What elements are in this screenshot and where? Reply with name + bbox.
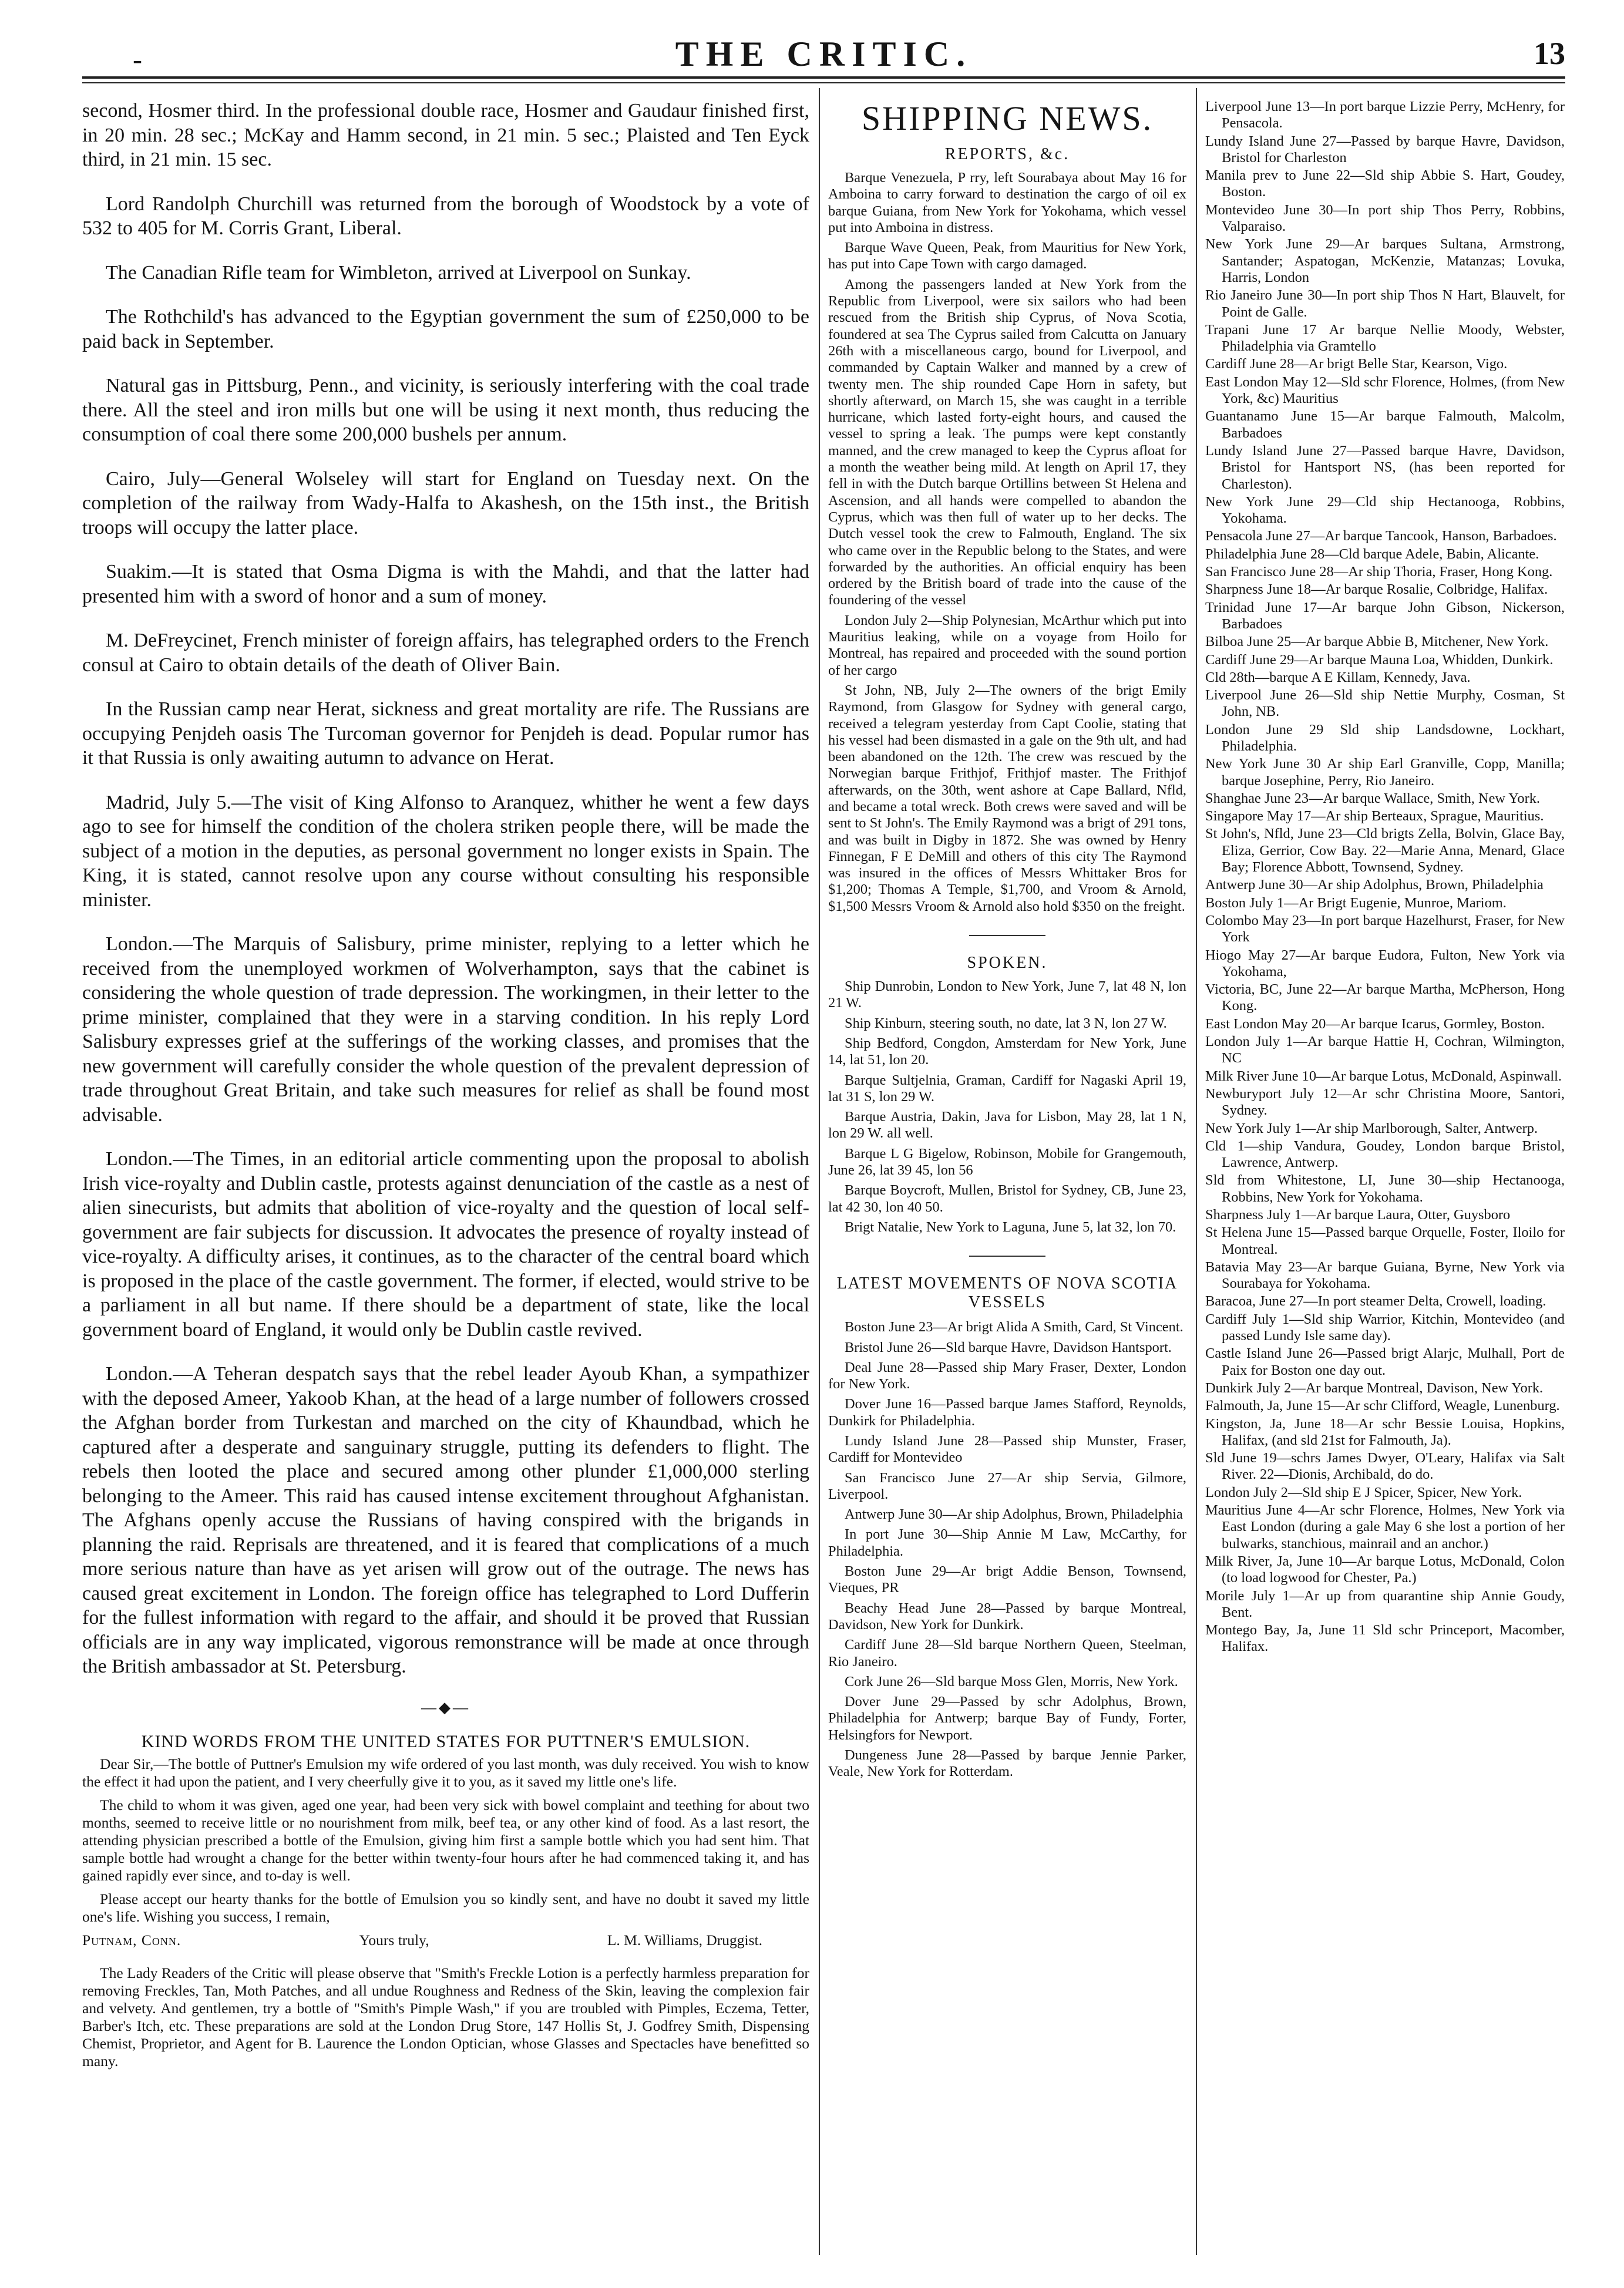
- section-rule: [969, 935, 1045, 936]
- movement-item: Batavia May 23—Ar barque Guiana, Byrne, New York via Sourabaya for Yokohama.: [1205, 1259, 1565, 1292]
- movement-item: Liverpool June 13—In port barque Lizzie Perry, McHenry, for Pensacola.: [1205, 99, 1565, 132]
- movement-item: Dungeness June 28—Passed by barque Jennie Parker, Veale, New York for Rotterdam.: [828, 1747, 1186, 1780]
- movement-item: Dover June 29—Passed by schr Adolphus, Brown, Philadelphia for Antwerp; barque Bay of Fundy, Forter, Helsingfors for Newport.: [828, 1694, 1186, 1743]
- movement-item: Boston July 1—Ar Brigt Eugenie, Munroe, Mariom.: [1205, 894, 1507, 911]
- movement-item: Milk River, Ja, June 10—Ar barque Lotus, McDonald, Colon (to load logwood for Chester, Pa.): [1205, 1553, 1565, 1586]
- page-number: 13: [1534, 36, 1565, 71]
- movement-item: London July 1—Ar barque Hattie H, Cochran, Wilmington, NC: [1205, 1034, 1565, 1066]
- advertisement-heading: KIND WORDS FROM THE UNITED STATES FOR PUTTNER'S EMULSION.: [141, 1731, 751, 1751]
- movement-item: Morile July 1—Ar up from quarantine ship Annie Goudy, Bent.: [1205, 1587, 1565, 1620]
- movement-item: London July 2—Sld ship E J Spicer, Spicer, New York.: [1205, 1484, 1522, 1500]
- reports-heading: REPORTS, &c.: [944, 145, 1070, 163]
- movement-item: Lundy Island June 28—Passed ship Munster, Fraser, Cardiff for Montevideo: [828, 1433, 1186, 1466]
- movement-item: Sld from Whitestone, LI, June 30—ship Hectanooga, Robbins, New York for Yokohama.: [1205, 1172, 1565, 1205]
- movement-item: Guantanamo June 15—Ar barque Falmouth, Malcolm, Barbadoes: [1205, 408, 1565, 441]
- shipping-column: [828, 99, 1186, 2248]
- movement-item: Shanghae June 23—Ar barque Wallace, Smith, New York.: [1205, 790, 1540, 806]
- movement-item: Cardiff June 29—Ar barque Mauna Loa, Whidden, Dunkirk.: [1205, 651, 1554, 668]
- signature-close: Yours truly,: [359, 1931, 429, 1949]
- report-item: Barque Venezuela, P rry, left Sourabaya about May 16 for Amboina to carry forward to destination the cargo of oil ex barque Guiana, from New York for Yokohama, which vessel put into Amboina in distress.: [828, 170, 1186, 235]
- movement-item: Montego Bay, Ja, June 11 Sld schr Princeport, Macomber, Halifax.: [1205, 1622, 1565, 1655]
- movement-item: Cardiff June 28—Sld barque Northern Queen, Steelman, Rio Janeiro.: [828, 1637, 1186, 1670]
- movement-item: Pensacola June 27—Ar barque Tancook, Hanson, Barbadoes.: [1205, 528, 1557, 544]
- news-paragraph: The Rothchild's has advanced to the Egyptian government the sum of £250,000 to be paid back in September.: [82, 306, 809, 352]
- movement-item: Sld June 19—schrs James Dwyer, O'Leary, Halifax via Salt River. 22—Dionis, Archibald, do do.: [1205, 1450, 1565, 1483]
- movement-item: East London May 12—Sld schr Florence, Holmes, (from New York, &c) Mauritius: [1205, 374, 1565, 407]
- movement-item: Boston June 29—Ar brigt Addie Benson, Townsend, Vieques, PR: [828, 1563, 1186, 1596]
- news-paragraph: Lord Randolph Churchill was returned from the borough of Woodstock by a vote of 532 to 405 for M. Corris Grant, Liberal.: [82, 193, 809, 239]
- news-paragraph: The Canadian Rifle team for Wimbleton, arrived at Liverpool on Sunkay.: [106, 261, 691, 284]
- advertisement-paragraph: Dear Sir,—The bottle of Puttner's Emulsion my wife ordered of you last month, was duly received. You wish to know the effect it had upon the patient, and I very cheerfully give it to you, as it saved my little one's life.: [82, 1755, 809, 1790]
- movement-item: Dover June 16—Passed barque James Stafford, Reynolds, Dunkirk for Philadelphia.: [828, 1396, 1186, 1429]
- news-paragraph: London.—The Marquis of Salisbury, prime minister, replying to a letter which he received from the unemployed workmen of Wolverhampton, says that the cabinet is considering the whole question of trade depression. The workingmen, in their letter to the prime minister, complained that they were in a starving condition. In his reply Lord Salisbury expresses grief at the sufferings of the working classes, and promises that the new government will carefully consider the whole question of the prevalent depression of trade throughout Great Britain, and take such measures for relief as shall be found most advisable.: [82, 933, 809, 1126]
- masthead-mark: -: [133, 44, 142, 75]
- movement-item: London June 29 Sld ship Landsdowne, Lockhart, Philadelphia.: [1205, 721, 1565, 754]
- news-paragraph: M. DeFreycinet, French minister of foreign affairs, has telegraphed orders to the French consul at Cairo to obtain details of the death of Oliver Bain.: [82, 630, 809, 676]
- news-paragraph: London.—The Times, in an editorial article commenting upon the proposal to abolish Irish vice-royalty and Dublin castle, protests against denunciation of the castle as a nest of alien sinecurists, but admits that abolition of vice-royalty and the question of local self-government are fair subjects for discussion. It advocates the presence of royalty instead of vice-royalty. A difficulty arises, it continues, as to the character of the central board which is proposed in the place of the castle government. The former, if elected, would strive to be a parliament in all but name. If there should be a department of state, like the local government board of England, it would only be Dublin castle revived.: [82, 1148, 809, 1341]
- section-rule: [969, 1256, 1045, 1257]
- movement-item: New York June 30 Ar ship Earl Granville, Copp, Manilla; barque Josephine, Perry, Rio Janeiro.: [1205, 756, 1565, 789]
- movement-item: Singapore May 17—Ar ship Berteaux, Sprague, Mauritius.: [1205, 808, 1544, 825]
- movement-item: Bristol June 26—Sld barque Havre, Davidson Hantsport.: [845, 1339, 1172, 1355]
- nova-scotia-heading: LATEST MOVEMENTS OF NOVA SCOTIA VESSELS: [836, 1274, 1178, 1312]
- column-divider: [1196, 88, 1197, 2255]
- spoken-item: Barque Sultjelnia, Graman, Cardiff for Nagaski April 19, lat 31 S, lon 29 W.: [828, 1072, 1186, 1105]
- spoken-item: Ship Kinburn, steering south, no date, lat 3 N, lon 27 W.: [845, 1015, 1167, 1031]
- signature-name: L. M. Williams, Druggist.: [607, 1931, 762, 1949]
- spoken-heading: SPOKEN.: [967, 954, 1048, 973]
- news-paragraph: Cairo, July—General Wolseley will start for England on Tuesday next. On the completion of the railway from Wady-Halfa to Akashesh, on the 15th inst., the British troops will occupy the latter place.: [82, 467, 809, 539]
- signature-line: [82, 1932, 809, 1949]
- movement-item: Cld 1—ship Vandura, Goudey, London barque Bristol, Lawrence, Antwerp.: [1205, 1138, 1565, 1171]
- report-item: London July 2—Ship Polynesian, McArthur which put into Mauritius leaking, while on a voyage from Hoilo for Montreal, has repaired and proceeded with the sound portion of her cargo: [828, 612, 1186, 678]
- news-paragraph: In the Russian camp near Herat, sickness and great mortality are rife. The Russians are occupying Penjdeh oasis The Turcoman governor for Penjdeh is dead. Popular rumor has it that Russia is only awaiting autumn to advance on Herat.: [82, 698, 809, 769]
- movement-item: New York June 29—Ar barques Sultana, Armstrong, Santander; Aspatogan, McKenzie, Matanzas; Lovuka, Harris, London: [1205, 236, 1565, 285]
- movement-item: Colombo May 23—In port barque Hazelhurst, Fraser, for New York: [1205, 912, 1565, 946]
- spoken-item: Barque L G Bigelow, Robinson, Mobile for Grangemouth, June 26, lat 39 45, lon 56: [828, 1145, 1186, 1179]
- movement-item: Boston June 23—Ar brigt Alida A Smith, Card, St Vincent.: [845, 1319, 1183, 1335]
- movement-item: Cork June 26—Sld barque Moss Glen, Morris, New York.: [845, 1673, 1178, 1690]
- movement-item: Lundy Island June 27—Passed barque Havre, Davidson, Bristol for Hantsport NS, (has been reported for Charleston).: [1205, 442, 1565, 492]
- movement-item: Castle Island June 26—Passed brigt Alarjc, Mulhall, Port de Paix for Boston one day out.: [1205, 1345, 1565, 1378]
- movement-item: Deal June 28—Passed ship Mary Fraser, Dexter, London for New York.: [828, 1359, 1186, 1392]
- movement-item: Falmouth, Ja, June 15—Ar schr Clifford, Weagle, Lunenburg.: [1205, 1398, 1560, 1414]
- movement-item: Bilboa June 25—Ar barque Abbie B, Mitchener, New York.: [1205, 634, 1549, 650]
- report-item: Barque Wave Queen, Peak, from Mauritius for New York, has put into Cape Town with cargo damaged.: [828, 240, 1186, 272]
- movement-item: Milk River June 10—Ar barque Lotus, McDonald, Aspinwall.: [1205, 1068, 1562, 1084]
- header-rule-thin: [82, 82, 1565, 83]
- spoken-item: Ship Bedford, Congdon, Amsterdam for New York, June 14, lat 51, lon 20.: [828, 1035, 1186, 1068]
- movement-item: Rio Janeiro June 30—In port ship Thos N Hart, Blauvelt, for Point de Galle.: [1205, 287, 1565, 320]
- news-paragraph: Madrid, July 5.—The visit of King Alfonso to Aranquez, whither he went a few days ago to see for himself the condition of the cholera striken people there, will be made the subject of a motion in the deputies, as personal government no longer exists in Spain. The King, it is stated, cannot resolve upon any course without consulting his responsible minister.: [82, 791, 809, 911]
- column-divider: [819, 88, 820, 2255]
- movement-item: Cardiff July 1—Sld ship Warrior, Kitchin, Montevideo (and passed Lundy Isle same day).: [1205, 1311, 1565, 1344]
- spoken-item: Barque Boycroft, Mullen, Bristol for Sydney, CB, June 23, lat 42 30, lon 40 50.: [828, 1182, 1186, 1215]
- movement-item: Philadelphia June 28—Cld barque Adele, Babin, Alicante.: [1205, 546, 1539, 562]
- movement-item: St Helena June 15—Passed barque Orquelle, Foster, Iloilo for Montreal.: [1205, 1224, 1565, 1257]
- section-title: SHIPPING NEWS.: [861, 99, 1154, 137]
- movement-item: Mauritius June 4—Ar schr Florence, Holmes, New York via East London (during a gale May 6 she lost a portion of her bulwarks, stanchious, mainrail and an anchor.): [1205, 1502, 1565, 1552]
- movement-item: Trinidad June 17—Ar barque John Gibson, Nickerson, Barbadoes: [1205, 599, 1565, 632]
- masthead: [82, 31, 1565, 75]
- report-item: Among the passengers landed at New York from the Republic from Liverpool, were six sailors who had been rescued from the British ship Cyprus, of Nova Scotia, foundered at sea The Cyprus sailed from Calcutta on January 26th with a miscellaneous cargo, bound for Liverpool, and commanded by Captain Walker and manned by a crew of twenty men. The ship rounded Cape Horn in safety, but shortly afterward, on March 15, she was caught in a terrible hurricane, which lasted forty-eight hours, and caused the vessel to spring a leak. The pumps were kept constantly manned, and the crew managed to keep the Cyprus afloat for a month the weather being mild. At length on April 17, they fell in with the Dutch barque Ortillins between St Helena and Ascension, and all hands were compelled to abandon the Cyprus, which was then full of water up to her decks. The Dutch vessel took the crew to Falmouth, England. The six who came over in the Republic belong to the States, and were forwarded by the authorities. An official enquiry has been ordered by the British board of trade into the cause of the foundering of the vessel: [828, 276, 1186, 608]
- movement-item: Lundy Island June 27—Passed by barque Havre, Davidson, Bristol for Charleston: [1205, 133, 1565, 166]
- movement-item: St John's, Nfld, June 23—Cld brigts Zella, Bolvin, Glace Bay, Eliza, Gerrior, Cow Bay. 22—Marie Anna, Menard, Glace Bay; Florence Abbott, Townsend, Sydney.: [1205, 826, 1565, 876]
- movement-item: New York July 1—Ar ship Marlborough, Salter, Antwerp.: [1205, 1120, 1538, 1136]
- news-paragraph: Natural gas in Pittsburg, Penn., and vicinity, is seriously interfering with the coal trade there. All the steel and iron mills but one will be using it next month, thus reducing the consumption of coal there some 200,000 bushels per annum.: [82, 375, 809, 445]
- movement-item: Newburyport July 12—Ar schr Christina Moore, Santori, Sydney.: [1205, 1085, 1565, 1119]
- movement-item: Hiogo May 27—Ar barque Eudora, Fulton, New York via Yokohama,: [1205, 947, 1565, 980]
- movement-item: Victoria, BC, June 22—Ar barque Martha, McPherson, Hong Kong.: [1205, 981, 1565, 1014]
- advertisement-paragraph: The Lady Readers of the Critic will please observe that "Smith's Freckle Lotion is a perfectly harmless preparation for removing Freckles, Tan, Moth Patches, and all undue Roughness and Redness of the Skin, leaving the complexion fair and velvety. And gentlemen, try a bottle of "Smith's Pimple Wash," if you are troubled with Pimples, Eczema, Tetter, Barber's Itch, etc. These preparations are sold at the London Drug Store, 147 Hollis St, J. Godfrey Smith, Dispensing Chemist, Proprietor, and Agent for B. Laurence the London Optician, whose Glasses and Spectacles have benefitted so many.: [82, 1964, 809, 2070]
- movement-item: In port June 30—Ship Annie M Law, McCarthy, for Philadelphia.: [828, 1526, 1186, 1559]
- movement-item: Dunkirk July 2—Ar barque Montreal, Davison, New York.: [1205, 1379, 1544, 1396]
- movement-item: Cld 28th—barque A E Killam, Kennedy, Java.: [1205, 669, 1471, 685]
- advertisement-paragraph: Please accept our hearty thanks for the bottle of Emulsion you so kindly sent, and have no doubt it saved my little one's life. Wishing you success, I remain,: [82, 1890, 809, 1925]
- movement-item: East London May 20—Ar barque Icarus, Gormley, Boston.: [1205, 1015, 1545, 1032]
- movement-item: Liverpool June 26—Sld ship Nettie Murphy, Cosman, St John, NB.: [1205, 687, 1565, 720]
- spoken-item: Barque Austria, Dakin, Java for Lisbon, May 28, lat 1 N, lon 29 W. all well.: [828, 1109, 1186, 1142]
- movement-item: Manila prev to June 22—Sld ship Abbie S. Hart, Goudey, Boston.: [1205, 167, 1565, 200]
- section-ornament: —◆—: [421, 1698, 470, 1716]
- movement-item: Antwerp June 30—Ar ship Adolphus, Brown, Philadelphia: [845, 1506, 1183, 1523]
- advertisement-paragraph: The child to whom it was given, aged one year, had been very sick with bowel complaint and teething for about two months, seemed to receive little or no nourishment from milk, beef tea, or any other kind of food. As a last resort, the attending physician prescribed a bottle of the Emulsion, giving him first a sample bottle which you had sent him. That sample bottle had wrought a change for the better within twenty-four hours after he had commenced taking it, and has gained rapidly ever since, and to-day is well.: [82, 1796, 809, 1884]
- news-paragraph: Suakim.—It is stated that Osma Digma is with the Mahdi, and that the latter had presented him with a sword of honor and a sum of money.: [82, 561, 809, 607]
- movement-item: Beachy Head June 28—Passed by barque Montreal, Davidson, New York for Dunkirk.: [828, 1600, 1186, 1633]
- movement-item: Antwerp June 30—Ar ship Adolphus, Brown, Philadelphia: [1205, 877, 1544, 893]
- news-column: [82, 99, 809, 2248]
- movement-item: Baracoa, June 27—In port steamer Delta, Crowell, loading.: [1205, 1293, 1546, 1310]
- spoken-item: Ship Dunrobin, London to New York, June 7, lat 48 N, lon 21 W.: [828, 978, 1186, 1011]
- page-title: THE CRITIC.: [675, 35, 973, 73]
- report-item: St John, NB, July 2—The owners of the brigt Emily Raymond, from Glasgow for Sydney with general cargo, received a telegram yesterday from Capt Coolie, stating that his vessel had been dismasted in a gale on the 9th ult, and had been abandoned on the 12th. The crew was rescued by the Norwegian barque Frithjof, Frithjof master. The Frithjof afterwards, on the 30th, went ashore at Cape Ballard, Nfld, and became a total wreck. Both crews were saved and will be sent to St John's. The Emily Raymond was a brigt of 291 tons, and was built in Digby in 1872. She was owned by Henry Finnegan, F E DeMill and others of this city The Raymond was insured in the offices of Messrs Whittaker Bros for $1,200; Thomas A Temple, $1,700, and Vroom & Arnold, $1,500 Messrs Vroom & Arnold also hold $350 on the freight.: [828, 682, 1186, 914]
- movement-item: Sharpness July 1—Ar barque Laura, Otter, Guysboro: [1205, 1207, 1511, 1223]
- news-paragraph: London.—A Teheran despatch says that the rebel leader Ayoub Khan, a sympathizer with the deposed Ameer, Yakoob Khan, at the head of a large number of followers crossed the Afghan border from Turkestan and marched on the city of Khaundbad, which he captured after a desperate and sanguinary struggle, putting its defenders to flight. The rebels then looted the place and secured among other plunder £1,000,000 sterling belonging to the Ameer. This raid has caused intense excitement throughout Afghanistan. The Afghans openly accuse the Russians of having conspired with the brigands in planning the raid. Reprisals are threatened, and it is feared that complications of a much more serious nature than have as yet arisen will grow out of the outrage. The news has caused great excitement in London. The foreign office has telegraphed to Lord Dufferin for the fullest information with regard to the affair, and should it be proved that Russian officials are in any way implicated, vigorous remonstrance will be made at once through the British ambassador at St. Petersburg.: [82, 1363, 809, 1677]
- movement-item: San Francisco June 28—Ar ship Thoria, Fraser, Hong Kong.: [1205, 564, 1553, 580]
- news-paragraph: second, Hosmer third. In the professional double race, Hosmer and Gaudaur finished first, in 20 min. 28 sec.; McKay and Hamm second, in 21 min. 5 sec.; Plaisted and Ten Eyck third, in 21 min. 15 sec.: [82, 100, 809, 170]
- header-rule-thick: [82, 76, 1565, 79]
- spoken-item: Brigt Natalie, New York to Laguna, June 5, lat 32, lon 70.: [845, 1219, 1176, 1235]
- movements-column: [1205, 99, 1565, 2248]
- movement-item: Trapani June 17 Ar barque Nellie Moody, Webster, Philadelphia via Gramtello: [1205, 321, 1565, 355]
- movement-item: Kingston, Ja, June 18—Ar schr Bessie Louisa, Hopkins, Halifax, (and sld 21st for Falmouth, Ja).: [1205, 1415, 1565, 1448]
- movement-item: New York June 29—Cld ship Hectanooga, Robbins, Yokohama.: [1205, 493, 1565, 527]
- movement-item: Sharpness June 18—Ar barque Rosalie, Colbridge, Halifax.: [1205, 581, 1548, 598]
- signature-place: Putnam, Conn.: [82, 1931, 181, 1949]
- movement-item: Montevideo June 30—In port ship Thos Perry, Robbins, Valparaiso.: [1205, 201, 1565, 235]
- movement-item: Cardiff June 28—Ar brigt Belle Star, Kearson, Vigo.: [1205, 356, 1508, 372]
- movement-item: San Francisco June 27—Ar ship Servia, Gilmore, Liverpool.: [828, 1469, 1186, 1502]
